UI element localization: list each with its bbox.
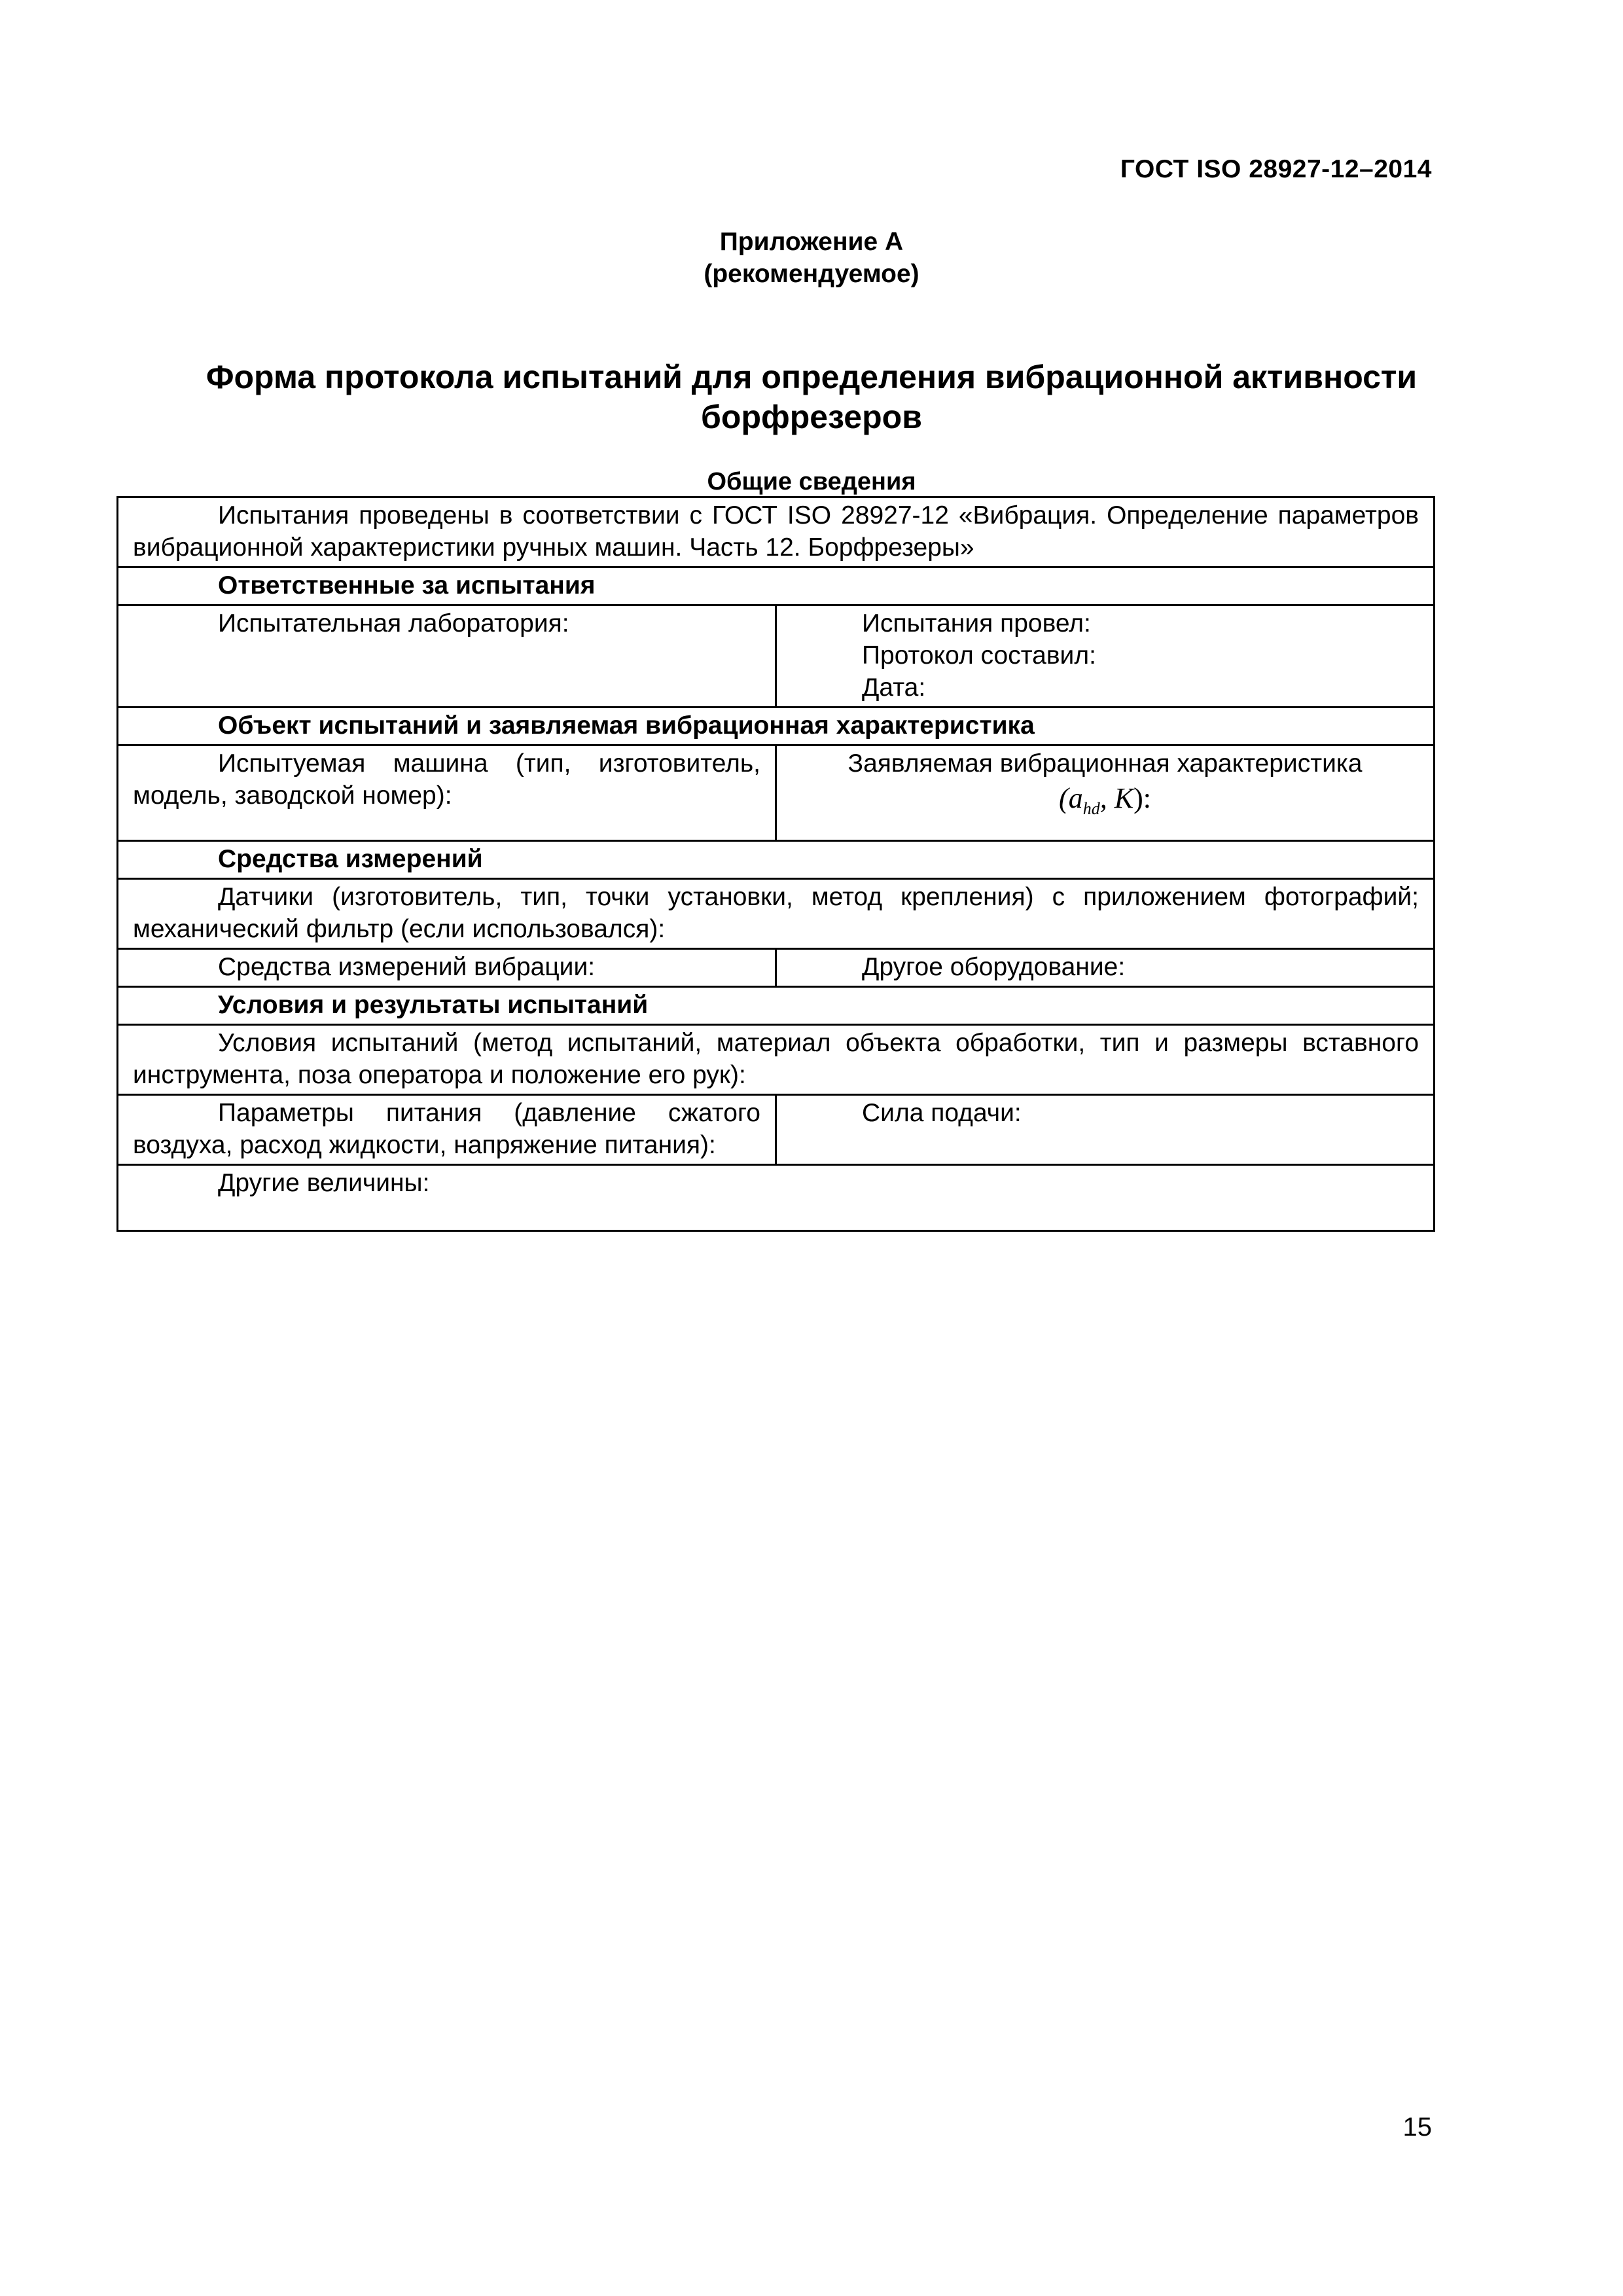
- lab-field: [118, 605, 776, 708]
- other-values-field: Другие величины:: [118, 1165, 1435, 1231]
- table-row: [118, 567, 1435, 605]
- feed-force-field: Сила подачи:: [776, 1095, 1435, 1165]
- appendix-title: Приложение А: [719, 228, 904, 256]
- table-row: [118, 949, 1435, 987]
- compiled-by-label: Протокол составил:: [862, 641, 1096, 670]
- page-number: 15: [1402, 2113, 1432, 2142]
- appendix-heading: [0, 226, 1623, 290]
- sensors-field: Датчики (изготовитель, тип, точки установки, метод крепления) с приложением фотографий; механический фильтр (если использовался):: [118, 879, 1435, 949]
- table-row: [118, 879, 1435, 949]
- compliance-statement: Испытания проведены в соответствии с ГОСТ ISO 28927-12 «Вибрация. Определение параметров вибрационной характеристики ручных машин. Часть 12. Борфрезеры»: [118, 497, 1435, 567]
- table-row: [118, 1025, 1435, 1095]
- declared-characteristic-label: Заявляемая вибрационная характеристика: [847, 749, 1363, 778]
- conducted-by-label: Испытания провел:: [862, 609, 1091, 637]
- table-row: [118, 987, 1435, 1025]
- table-row: [118, 1095, 1435, 1165]
- table-row: [118, 1165, 1435, 1231]
- declared-characteristic-formula: ($a_{hd}$, K):: [1059, 782, 1151, 818]
- machine-field: Испытуемая машина (тип, изготовитель, модель, заводской номер):: [118, 745, 776, 841]
- table-row: [118, 841, 1435, 879]
- section-heading-object: Объект испытаний и заявляемая вибрационная характеристика: [118, 708, 1435, 745]
- table-row: [118, 605, 1435, 708]
- table-row: [118, 497, 1435, 567]
- standard-designation: ГОСТ ISO 28927-12–2014: [1120, 155, 1432, 183]
- table-row: [118, 745, 1435, 841]
- power-parameters-field: Параметры питания (давление сжатого воздуха, расход жидкости, напряжение питания):: [118, 1095, 776, 1165]
- date-label: Дата:: [862, 673, 926, 702]
- form-title: Форма протокола испытаний для определения вибрационной активности борфрезеров: [205, 359, 1418, 435]
- general-info-heading: Общие сведения: [707, 468, 916, 495]
- vibration-instruments-field: Средства измерений вибрации:: [118, 949, 776, 987]
- section-heading-instruments: Средства измерений: [118, 841, 1435, 879]
- table-row: [118, 708, 1435, 745]
- other-equipment-field: Другое оборудование:: [776, 949, 1435, 987]
- declared-characteristic-field: [776, 745, 1435, 841]
- appendix-status: (рекомендуемое): [704, 260, 919, 288]
- test-conditions-field: Условия испытаний (метод испытаний, материал объекта обработки, тип и размеры вставного инструмента, поза оператора и положение его рук):: [118, 1025, 1435, 1095]
- lab-label: Испытательная лаборатория:: [218, 609, 569, 637]
- section-heading-responsible: Ответственные за испытания: [118, 567, 1435, 605]
- protocol-table: [116, 496, 1435, 1232]
- section-heading-conditions: Условия и результаты испытаний: [118, 987, 1435, 1025]
- responsible-persons-field: [776, 605, 1435, 708]
